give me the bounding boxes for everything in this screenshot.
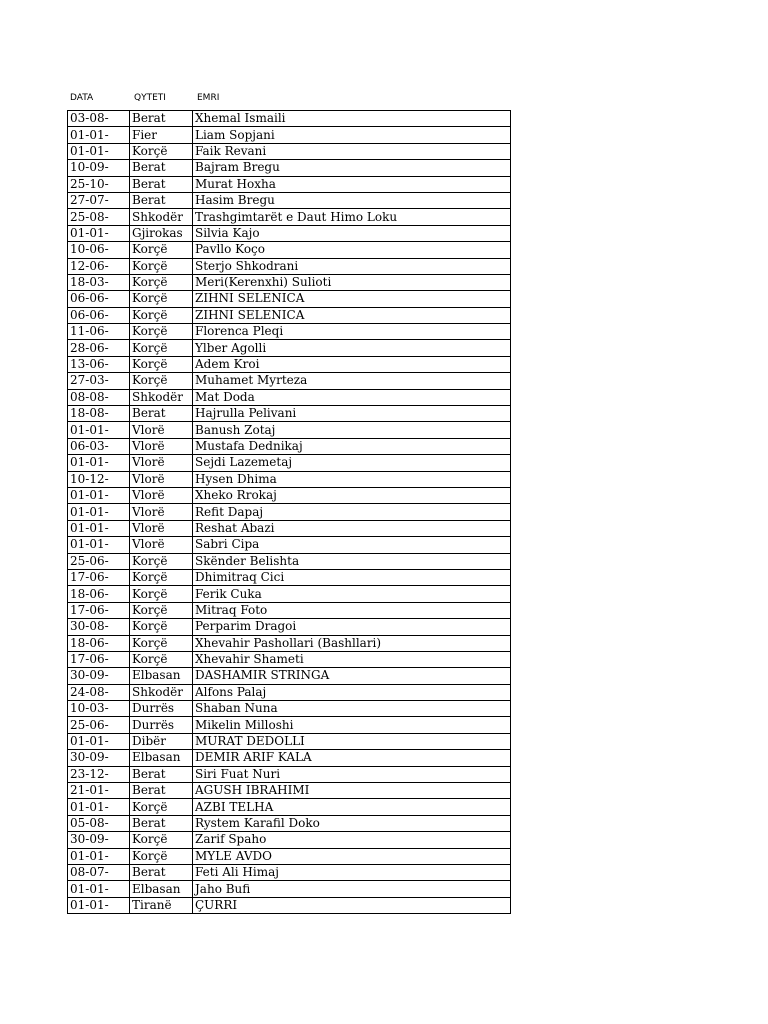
name-cell: Hysen Dhima [193,471,511,487]
name-cell: Feti Ali Himaj [193,864,511,880]
date-cell: 30-08- [68,619,130,635]
table-row [68,324,511,340]
table-row [68,537,511,553]
city-cell: Tiranë [130,897,193,913]
name-cell: Skënder Belishta [193,553,511,569]
date-cell: 27-03- [68,373,130,389]
table-row [68,766,511,782]
city-cell: Berat [130,160,193,176]
date-cell: 28-06- [68,340,130,356]
table-row [68,864,511,880]
city-cell: Korçë [130,324,193,340]
table-row [68,733,511,749]
city-cell: Berat [130,766,193,782]
date-cell: 25-06- [68,553,130,569]
date-cell: 18-06- [68,586,130,602]
date-cell: 06-06- [68,307,130,323]
name-cell: Hajrulla Pelivani [193,406,511,422]
table-row [68,111,511,127]
name-cell: Bajram Bregu [193,160,511,176]
table-row [68,127,511,143]
name-cell: MYLE AVDO [193,848,511,864]
date-cell: 10-06- [68,242,130,258]
date-cell: 30-09- [68,668,130,684]
name-cell: Sterjo Shkodrani [193,258,511,274]
city-cell: Vlorë [130,520,193,536]
city-cell: Vlorë [130,504,193,520]
table-row [68,668,511,684]
city-cell: Korçë [130,553,193,569]
table-row [68,504,511,520]
city-cell: Korçë [130,569,193,585]
table-row [68,455,511,471]
city-cell: Korçë [130,635,193,651]
city-cell: Vlorë [130,455,193,471]
table-row [68,176,511,192]
city-cell: Shkodër [130,209,193,225]
name-cell: Xheko Rrokaj [193,487,511,503]
table-row [68,520,511,536]
name-cell: Faik Revani [193,143,511,159]
date-cell: 18-06- [68,635,130,651]
table-row [68,192,511,208]
name-cell: MURAT DEDOLLI [193,733,511,749]
city-cell: Berat [130,783,193,799]
city-cell: Gjirokas [130,225,193,241]
city-cell: Durrës [130,701,193,717]
date-cell: 01-01- [68,799,130,815]
date-cell: 10-03- [68,701,130,717]
table-row [68,586,511,602]
table-row [68,307,511,323]
city-cell: Korçë [130,307,193,323]
table-row [68,356,511,372]
name-cell: Refit Dapaj [193,504,511,520]
name-cell: ÇURRI [193,897,511,913]
table-row [68,799,511,815]
date-cell: 11-06- [68,324,130,340]
table-row [68,619,511,635]
table-row [68,242,511,258]
date-cell: 12-06- [68,258,130,274]
table-row [68,684,511,700]
date-cell: 30-09- [68,750,130,766]
city-cell: Shkodër [130,684,193,700]
name-cell: Rystem Karafil Doko [193,815,511,831]
date-cell: 01-01- [68,225,130,241]
name-cell: Meri(Kerenxhi) Sulioti [193,274,511,290]
name-cell: Xhevahir Shameti [193,651,511,667]
date-cell: 01-01- [68,897,130,913]
city-cell: Vlorë [130,438,193,454]
date-cell: 01-01- [68,487,130,503]
name-cell: AZBI TELHA [193,799,511,815]
table-row [68,569,511,585]
table-row [68,258,511,274]
name-cell: DEMIR ARIF KALA [193,750,511,766]
date-cell: 01-01- [68,733,130,749]
city-cell: Korçë [130,799,193,815]
date-cell: 18-08- [68,406,130,422]
table-body [68,111,511,914]
date-cell: 23-12- [68,766,130,782]
city-cell: Berat [130,176,193,192]
city-cell: Korçë [130,291,193,307]
city-cell: Korçë [130,619,193,635]
date-cell: 08-07- [68,864,130,880]
city-cell: Elbasan [130,881,193,897]
name-cell: Banush Zotaj [193,422,511,438]
date-cell: 18-03- [68,274,130,290]
date-cell: 25-08- [68,209,130,225]
date-cell: 10-12- [68,471,130,487]
name-cell: Jaho Bufi [193,881,511,897]
date-cell: 13-06- [68,356,130,372]
name-cell: Siri Fuat Nuri [193,766,511,782]
date-cell: 10-09- [68,160,130,176]
name-cell: Perparim Dragoi [193,619,511,635]
city-cell: Berat [130,111,193,127]
name-cell: Sabri Cipa [193,537,511,553]
table-row [68,701,511,717]
date-cell: 01-01- [68,504,130,520]
name-cell: Mitraq Foto [193,602,511,618]
name-cell: Xhemal Ismaili [193,111,511,127]
table-row [68,160,511,176]
table-row [68,487,511,503]
name-cell: Silvia Kajo [193,225,511,241]
city-cell: Korçë [130,143,193,159]
city-cell: Korçë [130,832,193,848]
city-cell: Durrës [130,717,193,733]
table-row [68,881,511,897]
date-cell: 01-01- [68,422,130,438]
name-cell: Mat Doda [193,389,511,405]
city-cell: Vlorë [130,471,193,487]
city-cell: Korçë [130,848,193,864]
city-cell: Korçë [130,651,193,667]
name-cell: ZIHNI SELENICA [193,291,511,307]
date-cell: 25-06- [68,717,130,733]
table-row [68,406,511,422]
date-cell: 01-01- [68,848,130,864]
table-row [68,143,511,159]
name-cell: Muhamet Myrteza [193,373,511,389]
name-cell: Trashgimtarët e Daut Himo Loku [193,209,511,225]
table-row [68,635,511,651]
date-cell: 01-01- [68,455,130,471]
name-cell: Zarif Spaho [193,832,511,848]
name-cell: Mustafa Dednikaj [193,438,511,454]
city-cell: Elbasan [130,750,193,766]
table-row [68,274,511,290]
date-cell: 06-03- [68,438,130,454]
city-cell: Elbasan [130,668,193,684]
city-cell: Berat [130,406,193,422]
column-header-city: QYTETI [134,93,166,103]
table-row [68,389,511,405]
column-header-name: EMRI [197,93,220,103]
table-row [68,815,511,831]
name-cell: Mikelin Milloshi [193,717,511,733]
name-cell: Ylber Agolli [193,340,511,356]
name-cell: Sejdi Lazemetaj [193,455,511,471]
date-cell: 08-08- [68,389,130,405]
date-cell: 24-08- [68,684,130,700]
city-cell: Korçë [130,258,193,274]
city-cell: Vlorë [130,422,193,438]
date-cell: 01-01- [68,520,130,536]
city-cell: Berat [130,815,193,831]
city-cell: Korçë [130,586,193,602]
column-header-date: DATA [70,93,94,103]
table-row [68,717,511,733]
date-cell: 25-10- [68,176,130,192]
name-cell: Murat Hoxha [193,176,511,192]
table-row [68,471,511,487]
name-cell: Dhimitraq Cici [193,569,511,585]
date-cell: 27-07- [68,192,130,208]
date-cell: 06-06- [68,291,130,307]
date-cell: 17-06- [68,569,130,585]
table-row [68,783,511,799]
date-cell: 17-06- [68,651,130,667]
name-cell: Adem Kroi [193,356,511,372]
city-cell: Vlorë [130,537,193,553]
city-cell: Vlorë [130,487,193,503]
date-cell: 01-01- [68,143,130,159]
date-cell: 05-08- [68,815,130,831]
city-cell: Berat [130,192,193,208]
table-row [68,209,511,225]
date-cell: 17-06- [68,602,130,618]
city-cell: Korçë [130,242,193,258]
date-cell: 01-01- [68,127,130,143]
table-row [68,438,511,454]
date-cell: 01-01- [68,537,130,553]
table-row [68,225,511,241]
city-cell: Korçë [130,602,193,618]
name-cell: AGUSH IBRAHIMI [193,783,511,799]
name-cell: ZIHNI SELENICA [193,307,511,323]
city-cell: Korçë [130,340,193,356]
city-cell: Korçë [130,356,193,372]
name-cell: Liam Sopjani [193,127,511,143]
table-row [68,651,511,667]
register-table [67,110,511,914]
table-row [68,553,511,569]
table-row [68,373,511,389]
table-row [68,897,511,913]
table-header [70,93,510,107]
name-cell: Shaban Nuna [193,701,511,717]
city-cell: Korçë [130,373,193,389]
table-row [68,602,511,618]
table-row [68,340,511,356]
city-cell: Berat [130,864,193,880]
name-cell: Ferik Cuka [193,586,511,602]
city-cell: Korçë [130,274,193,290]
date-cell: 03-08- [68,111,130,127]
table-row [68,832,511,848]
city-cell: Fier [130,127,193,143]
date-cell: 01-01- [68,881,130,897]
table-row [68,291,511,307]
table-row [68,848,511,864]
name-cell: Florenca Pleqi [193,324,511,340]
name-cell: Pavllo Koço [193,242,511,258]
table-row [68,422,511,438]
table-row [68,750,511,766]
name-cell: DASHAMIR STRINGA [193,668,511,684]
name-cell: Xhevahir Pashollari (Bashllari) [193,635,511,651]
name-cell: Hasim Bregu [193,192,511,208]
name-cell: Alfons Palaj [193,684,511,700]
date-cell: 21-01- [68,783,130,799]
city-cell: Shkodër [130,389,193,405]
date-cell: 30-09- [68,832,130,848]
city-cell: Dibër [130,733,193,749]
name-cell: Reshat Abazi [193,520,511,536]
